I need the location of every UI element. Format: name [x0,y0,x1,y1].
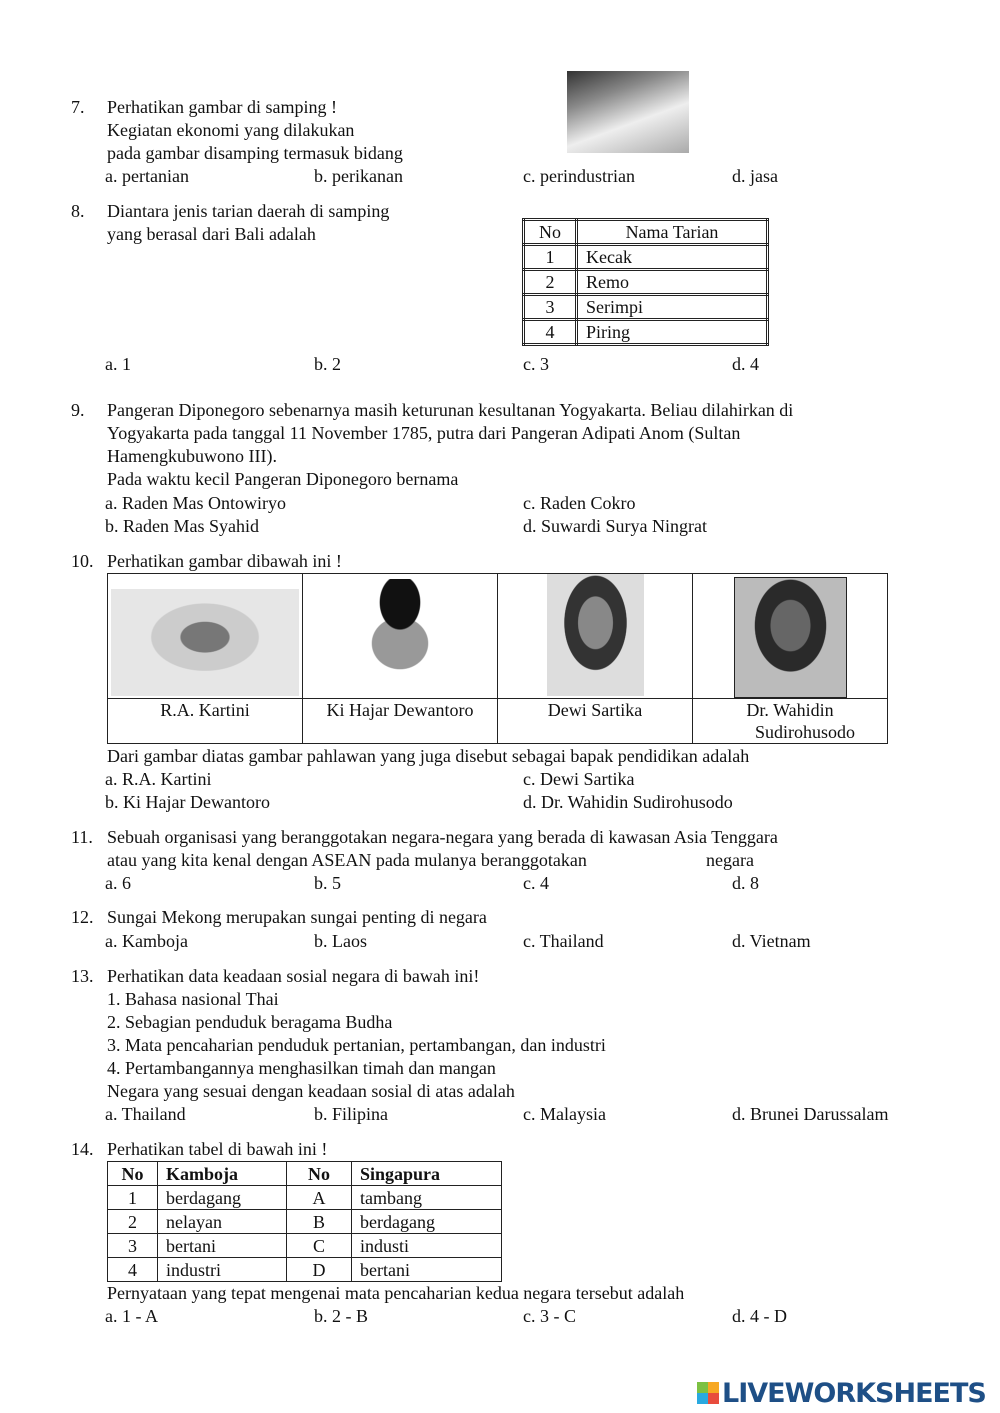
q7-line: Perhatikan gambar di samping ! [107,97,337,117]
q13-option-a[interactable]: a. Thailand [105,1104,186,1124]
header: No [108,1162,158,1186]
q14-option-d[interactable]: d. 4 - D [732,1306,787,1326]
cell: 3 [524,295,577,320]
q11-option-c[interactable]: c. 4 [523,873,549,893]
q8-number: 8. [71,201,85,221]
q12-option-d[interactable]: d. Vietnam [732,931,811,951]
cell: tambang [352,1186,502,1210]
q8-option-c[interactable]: c. 3 [523,354,549,374]
cell: Piring [577,320,768,345]
q10-number: 10. [71,551,94,571]
hero-name: Ki Hajar Dewantoro [303,699,498,744]
cell: bertani [352,1258,502,1282]
q12-line: Sungai Mekong merupakan sungai penting di negara [107,907,487,927]
q12-option-c[interactable]: c. Thailand [523,931,604,951]
header: No [287,1162,352,1186]
q9-option-c[interactable]: c. Raden Cokro [523,493,636,513]
q9-line: Pada waktu kecil Pangeran Diponegoro bernama [107,469,459,489]
hero-name-line: Sudirohusodo [754,722,855,742]
header: Kamboja [158,1162,287,1186]
cell: C [287,1234,352,1258]
header-no: No [524,220,577,245]
q7-option-b[interactable]: b. perikanan [314,166,403,186]
q7-option-d[interactable]: d. jasa [732,166,778,186]
q14-option-c[interactable]: c. 3 - C [523,1306,576,1326]
q10-option-a[interactable]: a. R.A. Kartini [105,769,212,789]
q13-option-c[interactable]: c. Malaysia [523,1104,606,1124]
cell: Kecak [577,245,768,270]
dance-table [522,218,769,346]
q7-option-a[interactable]: a. pertanian [105,166,189,186]
hero-name: R.A. Kartini [108,699,303,744]
cell: 4 [524,320,577,345]
q7-line: Kegiatan ekonomi yang dilakukan [107,120,355,140]
q13-option-b[interactable]: b. Filipina [314,1104,389,1124]
barber-photo [567,71,689,153]
q13-line: Perhatikan data keadaan sosial negara di bawah ini! [107,966,480,986]
q10-line: Perhatikan gambar dibawah ini ! [107,551,342,571]
q10-option-b[interactable]: b. Ki Hajar Dewantoro [105,792,270,812]
q12-option-a[interactable]: a. Kamboja [105,931,188,951]
cell: industri [158,1258,287,1282]
q11-number: 11. [71,827,93,847]
cell: nelayan [158,1210,287,1234]
q13-item: 4. Pertambangannya menghasilkan timah dan mangan [107,1058,496,1078]
q12-option-b[interactable]: b. Laos [314,931,367,951]
livelihood-table [107,1161,502,1282]
hero-name: Dewi Sartika [498,699,693,744]
q7-line: pada gambar disamping termasuk bidang [107,143,403,163]
cell: berdagang [158,1186,287,1210]
q14-option-a[interactable]: a. 1 - A [105,1306,158,1326]
q9-number: 9. [71,400,85,420]
cell: Remo [577,270,768,295]
q10-option-c[interactable]: c. Dewi Sartika [523,769,635,789]
cell: D [287,1258,352,1282]
cell: 3 [108,1234,158,1258]
ki-hajar-photo [330,579,470,696]
kartini-photo [111,589,299,696]
q13-item: 3. Mata pencaharian penduduk pertanian, pertambangan, dan industri [107,1035,606,1055]
q9-option-a[interactable]: a. Raden Mas Ontowiryo [105,493,286,513]
hero-name-line: Dr. Wahidin [746,700,834,720]
wahidin-photo [734,577,847,698]
q8-option-a[interactable]: a. 1 [105,354,131,374]
q14-question: Pernyataan yang tepat mengenai mata pencaharian kedua negara tersebut adalah [107,1283,685,1303]
q9-option-b[interactable]: b. Raden Mas Syahid [105,516,259,536]
q9-line: Hamengkubuwono III). [107,446,277,466]
q13-option-d[interactable]: d. Brunei Darussalam [732,1104,889,1124]
cell: B [287,1210,352,1234]
q12-number: 12. [71,907,94,927]
q8-option-d[interactable]: d. 4 [732,354,759,374]
dewi-sartika-photo [547,574,644,696]
logo-text: LIVEWORKSHEETS [722,1378,986,1409]
cell: bertani [158,1234,287,1258]
header: Singapura [352,1162,502,1186]
q14-number: 14. [71,1139,94,1159]
q14-line: Perhatikan tabel di bawah ini ! [107,1139,328,1159]
q10-option-d[interactable]: d. Dr. Wahidin Sudirohusodo [523,792,733,812]
cell: 4 [108,1258,158,1282]
cell: A [287,1186,352,1210]
liveworksheets-logo [697,1378,986,1409]
q11-option-a[interactable]: a. 6 [105,873,131,893]
q9-line: Yogyakarta pada tanggal 11 November 1785, putra dari Pangeran Adipati Anom (Sultan [107,423,741,443]
header-name: Nama Tarian [577,220,768,245]
q13-number: 13. [71,966,94,986]
q7-number: 7. [71,97,85,117]
q11-line: negara [706,850,754,870]
cell: 2 [524,270,577,295]
q14-option-b[interactable]: b. 2 - B [314,1306,368,1326]
q11-option-d[interactable]: d. 8 [732,873,759,893]
logo-mark-icon [697,1382,719,1404]
q9-option-d[interactable]: d. Suwardi Surya Ningrat [523,516,707,536]
heroes-table [107,573,888,744]
q10-question: Dari gambar diatas gambar pahlawan yang juga disebut sebagai bapak pendidikan adalah [107,746,750,766]
q7-option-c[interactable]: c. perindustrian [523,166,635,186]
cell: 2 [108,1210,158,1234]
q13-question: Negara yang sesuai dengan keadaan sosial di atas adalah [107,1081,515,1101]
q13-item: 1. Bahasa nasional Thai [107,989,279,1009]
cell: Serimpi [577,295,768,320]
hero-name [693,699,888,744]
q13-item: 2. Sebagian penduduk beragama Budha [107,1012,393,1032]
q11-line: atau yang kita kenal dengan ASEAN pada mulanya beranggotakan [107,850,587,870]
q11-option-b[interactable]: b. 5 [314,873,341,893]
q11-line: Sebuah organisasi yang beranggotakan negara-negara yang berada di kawasan Asia Tenggara [107,827,778,847]
cell: 1 [108,1186,158,1210]
q9-line: Pangeran Diponegoro sebenarnya masih keturunan kesultanan Yogyakarta. Beliau dilahirkan di [107,400,794,420]
q8-line: Diantara jenis tarian daerah di samping [107,201,390,221]
cell: industi [352,1234,502,1258]
cell: berdagang [352,1210,502,1234]
q8-line: yang berasal dari Bali adalah [107,224,316,244]
q8-option-b[interactable]: b. 2 [314,354,341,374]
cell: 1 [524,245,577,270]
